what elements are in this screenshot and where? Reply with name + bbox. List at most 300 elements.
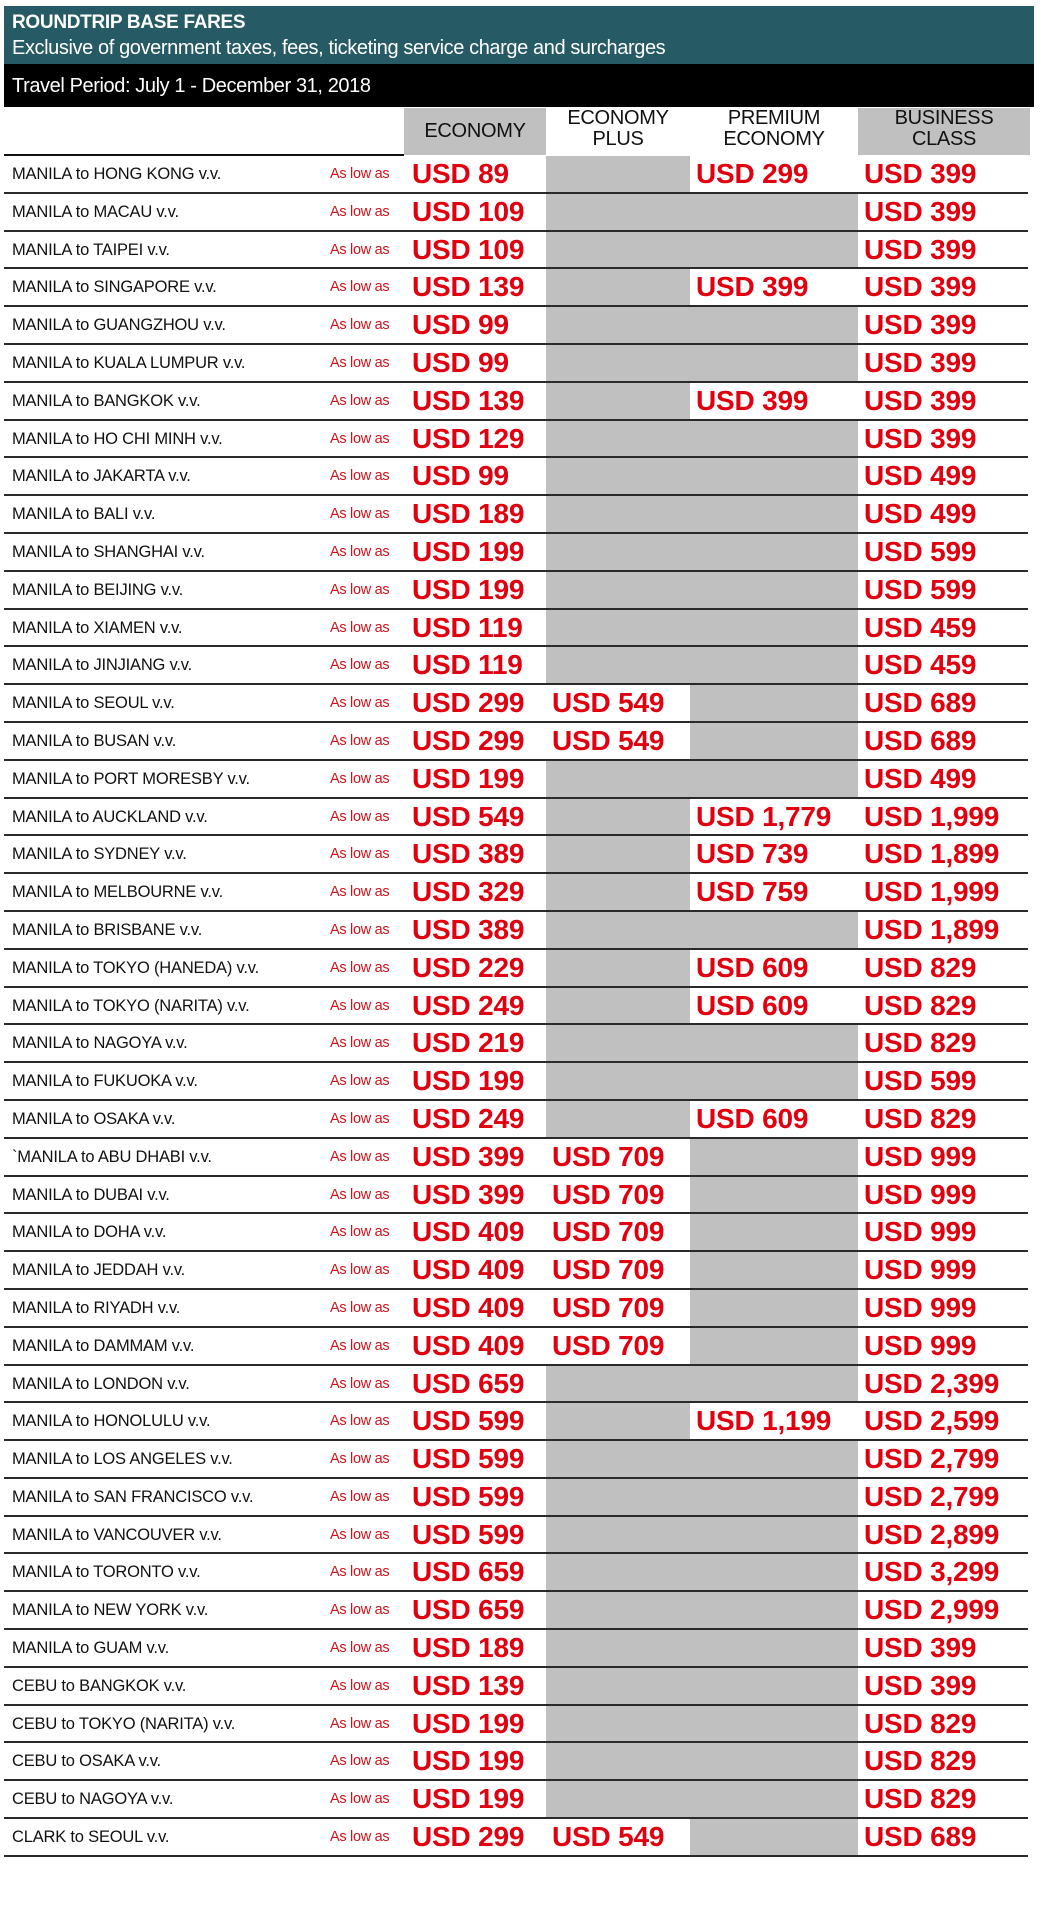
travel-period: Travel Period: July 1 - December 31, 2018: [12, 75, 371, 97]
table-row: [0, 1025, 1042, 1063]
route-name: MANILA to JINJIANG v.v.: [12, 656, 192, 675]
table-row: [0, 1177, 1042, 1215]
route-name: MANILA to LOS ANGELES v.v.: [12, 1450, 233, 1469]
premium-economy-fare-unavailable: [690, 1819, 858, 1855]
table-row: [0, 458, 1042, 496]
economy-plus-fare-unavailable: [546, 874, 690, 910]
economy-plus-fare-unavailable: [546, 836, 690, 872]
route-name: CEBU to TOKYO (NARITA) v.v.: [12, 1714, 236, 1733]
table-row: [0, 156, 1042, 194]
economy-plus-fare-unavailable: [546, 912, 690, 948]
economy-plus-fare-unavailable: [546, 232, 690, 268]
route-name: CEBU to BANGKOK v.v.: [12, 1676, 187, 1695]
route-name: MANILA to BALI v.v.: [12, 505, 156, 524]
route-name: MANILA to MACAU v.v.: [12, 202, 179, 221]
table-row: [0, 1668, 1042, 1706]
as-low-as-label: As low as: [330, 1337, 390, 1354]
table-row: [0, 1630, 1042, 1668]
business-fare: USD 499: [864, 460, 977, 492]
economy-fare: USD 99: [412, 309, 509, 341]
table-row: [0, 307, 1042, 345]
route-name: MANILA to JAKARTA v.v.: [12, 467, 191, 486]
as-low-as-label: As low as: [330, 581, 390, 598]
premium-economy-fare-unavailable: [690, 534, 858, 570]
as-low-as-label: As low as: [330, 732, 390, 749]
as-low-as-label: As low as: [330, 543, 390, 560]
route-name: MANILA to HO CHI MINH v.v.: [12, 429, 223, 448]
as-low-as-label: As low as: [330, 1602, 390, 1619]
economy-plus-fare-unavailable: [546, 799, 690, 835]
economy-fare: USD 549: [412, 800, 525, 832]
premium-economy-fare-unavailable: [690, 1592, 858, 1628]
business-fare: USD 1,899: [864, 838, 1000, 870]
route-name: CLARK to SEOUL v.v.: [12, 1828, 170, 1847]
business-fare: USD 499: [864, 762, 977, 794]
premium-economy-fare-unavailable: [690, 1139, 858, 1175]
economy-plus-fare: USD 549: [552, 724, 665, 756]
route-name: MANILA to BUSAN v.v.: [12, 731, 177, 750]
economy-plus-fare-unavailable: [546, 269, 690, 305]
business-fare: USD 459: [864, 649, 977, 681]
economy-fare: USD 399: [412, 1140, 525, 1172]
economy-fare: USD 99: [412, 346, 509, 378]
as-low-as-label: As low as: [330, 1073, 390, 1090]
as-low-as-label: As low as: [330, 1186, 390, 1203]
business-fare: USD 2,399: [864, 1367, 1000, 1399]
economy-fare: USD 109: [412, 195, 525, 227]
economy-plus-fare-unavailable: [546, 1025, 690, 1061]
route-name: MANILA to BRISBANE v.v.: [12, 920, 203, 939]
table-row: [0, 1592, 1042, 1630]
table-row: [0, 1214, 1042, 1252]
page-title: ROUNDTRIP BASE FARES: [12, 12, 246, 33]
economy-fare: USD 199: [412, 1783, 525, 1815]
economy-fare: USD 329: [412, 876, 525, 908]
economy-plus-fare-unavailable: [546, 950, 690, 986]
column-header-business: [858, 108, 1030, 155]
premium-economy-fare: USD 1,779: [696, 800, 832, 832]
economy-fare: USD 99: [412, 460, 509, 492]
economy-plus-fare: USD 709: [552, 1140, 665, 1172]
business-fare: USD 999: [864, 1216, 977, 1248]
route-name: MANILA to SAN FRANCISCO v.v.: [12, 1487, 254, 1506]
route-name: MANILA to BANGKOK v.v.: [12, 391, 201, 410]
business-fare: USD 829: [864, 1027, 977, 1059]
economy-fare: USD 139: [412, 384, 525, 416]
economy-fare: USD 199: [412, 1707, 525, 1739]
economy-plus-fare-unavailable: [546, 610, 690, 646]
premium-economy-fare: USD 399: [696, 271, 809, 303]
column-header-economy-label: ECONOMY: [424, 120, 526, 142]
business-fare: USD 399: [864, 1669, 977, 1701]
as-low-as-label: As low as: [330, 1110, 390, 1127]
economy-fare: USD 249: [412, 1102, 525, 1134]
column-header-business-line1: BUSINESS: [894, 107, 994, 129]
economy-fare: USD 409: [412, 1291, 525, 1323]
route-name: MANILA to HONG KONG v.v.: [12, 165, 222, 183]
as-low-as-label: As low as: [330, 695, 390, 712]
column-header-economy-plus: [546, 108, 690, 155]
economy-fare: USD 119: [412, 611, 523, 643]
table-row: [0, 610, 1042, 648]
economy-plus-fare-unavailable: [546, 1366, 690, 1402]
premium-economy-fare-unavailable: [690, 1668, 858, 1704]
economy-fare: USD 389: [412, 838, 525, 870]
business-fare: USD 399: [864, 422, 977, 454]
economy-plus-fare-unavailable: [546, 534, 690, 570]
economy-fare: USD 399: [412, 1178, 525, 1210]
business-fare: USD 599: [864, 1065, 977, 1097]
business-fare: USD 459: [864, 611, 977, 643]
premium-economy-fare-unavailable: [690, 761, 858, 797]
economy-plus-fare-unavailable: [546, 988, 690, 1024]
business-fare: USD 689: [864, 687, 977, 719]
route-name: MANILA to HONOLULU v.v.: [12, 1412, 211, 1431]
route-name: MANILA to VANCOUVER v.v.: [12, 1525, 222, 1544]
premium-economy-fare-unavailable: [690, 1328, 858, 1364]
economy-fare: USD 409: [412, 1329, 525, 1361]
as-low-as-label: As low as: [330, 468, 390, 485]
as-low-as-label: As low as: [330, 1224, 390, 1241]
premium-economy-fare-unavailable: [690, 194, 858, 230]
column-header-economy-plus-line2: PLUS: [592, 128, 644, 150]
economy-fare: USD 199: [412, 535, 525, 567]
route-name: MANILA to DAMMAM v.v.: [12, 1336, 195, 1355]
business-fare: USD 499: [864, 498, 977, 530]
column-header-economy: [404, 108, 546, 155]
economy-fare: USD 109: [412, 233, 525, 265]
business-fare: USD 689: [864, 1821, 977, 1853]
as-low-as-label: As low as: [330, 808, 390, 825]
as-low-as-label: As low as: [330, 959, 390, 976]
table-row: [0, 496, 1042, 534]
table-row: [0, 874, 1042, 912]
route-name: MANILA to SYDNEY v.v.: [12, 845, 187, 864]
business-fare: USD 2,799: [864, 1480, 1000, 1512]
as-low-as-label: As low as: [330, 884, 390, 901]
business-fare: USD 399: [864, 158, 977, 189]
route-name: MANILA to MELBOURNE v.v.: [12, 883, 223, 902]
premium-economy-fare: USD 739: [696, 838, 809, 870]
table-row: [0, 572, 1042, 610]
economy-fare: USD 139: [412, 1669, 525, 1701]
route-name: MANILA to AUCKLAND v.v.: [12, 807, 208, 826]
premium-economy-fare: USD 609: [696, 1102, 809, 1134]
economy-plus-fare-unavailable: [546, 156, 690, 192]
premium-economy-fare-unavailable: [690, 458, 858, 494]
business-fare: USD 689: [864, 724, 977, 756]
economy-fare: USD 249: [412, 989, 525, 1021]
business-fare: USD 399: [864, 233, 977, 265]
as-low-as-label: As low as: [330, 846, 390, 863]
table-row: [0, 1706, 1042, 1744]
economy-fare: USD 599: [412, 1405, 525, 1437]
as-low-as-label: As low as: [330, 506, 390, 523]
business-fare: USD 999: [864, 1254, 977, 1286]
route-name: MANILA to SHANGHAI v.v.: [12, 542, 205, 561]
economy-fare: USD 659: [412, 1594, 525, 1626]
column-header-business-line2: CLASS: [911, 128, 977, 150]
table-row: [0, 1366, 1042, 1404]
table-row: [0, 269, 1042, 307]
as-low-as-label: As low as: [330, 1564, 390, 1581]
economy-plus-fare-unavailable: [546, 1479, 690, 1515]
table-row: [0, 1290, 1042, 1328]
business-fare: USD 2,799: [864, 1443, 1000, 1475]
table-row: [0, 1328, 1042, 1366]
premium-economy-fare-unavailable: [690, 1025, 858, 1061]
table-row: [0, 723, 1042, 761]
table-row: [0, 950, 1042, 988]
premium-economy-fare: USD 1,199: [696, 1405, 832, 1437]
economy-fare: USD 599: [412, 1480, 525, 1512]
economy-plus-fare: USD 709: [552, 1329, 665, 1361]
economy-plus-fare: USD 709: [552, 1216, 665, 1248]
as-low-as-label: As low as: [330, 1488, 390, 1505]
column-header-premium-line1: PREMIUM: [727, 107, 821, 129]
business-fare: USD 2,599: [864, 1405, 1000, 1437]
economy-plus-fare-unavailable: [546, 1743, 690, 1779]
route-name: MANILA to BEIJING v.v.: [12, 580, 184, 599]
as-low-as-label: As low as: [330, 619, 390, 636]
business-fare: USD 2,899: [864, 1518, 1000, 1550]
as-low-as-label: As low as: [330, 1262, 390, 1279]
premium-economy-fare-unavailable: [690, 1214, 858, 1250]
table-row: [0, 799, 1042, 837]
economy-fare: USD 299: [412, 1821, 525, 1853]
economy-plus-fare: USD 549: [552, 687, 665, 719]
route-name: MANILA to KUALA LUMPUR v.v.: [12, 353, 246, 372]
route-name: MANILA to NAGOYA v.v.: [12, 1034, 188, 1053]
business-fare: USD 829: [864, 1783, 977, 1815]
business-fare: USD 1,999: [864, 800, 1000, 832]
economy-plus-fare-unavailable: [546, 647, 690, 683]
premium-economy-fare-unavailable: [690, 1290, 858, 1326]
economy-plus-fare: USD 709: [552, 1254, 665, 1286]
as-low-as-label: As low as: [330, 392, 390, 409]
premium-economy-fare: USD 399: [696, 384, 809, 416]
premium-economy-fare-unavailable: [690, 1479, 858, 1515]
as-low-as-label: As low as: [330, 1451, 390, 1468]
as-low-as-label: As low as: [330, 354, 390, 371]
premium-economy-fare-unavailable: [690, 685, 858, 721]
premium-economy-fare-unavailable: [690, 1630, 858, 1666]
business-fare: USD 829: [864, 1102, 977, 1134]
premium-economy-fare-unavailable: [690, 572, 858, 608]
business-fare: USD 399: [864, 271, 977, 303]
table-row: [0, 836, 1042, 874]
business-fare: USD 599: [864, 535, 977, 567]
premium-economy-fare-unavailable: [690, 1743, 858, 1779]
economy-fare: USD 659: [412, 1556, 525, 1588]
as-low-as-label: As low as: [330, 1829, 390, 1846]
business-fare: USD 1,899: [864, 913, 1000, 945]
table-row: [0, 534, 1042, 572]
route-name: MANILA to TOKYO (HANEDA) v.v.: [12, 958, 259, 977]
business-fare: USD 399: [864, 195, 977, 227]
premium-economy-fare-unavailable: [690, 1554, 858, 1590]
premium-economy-fare: USD 609: [696, 989, 809, 1021]
business-fare: USD 399: [864, 309, 977, 341]
economy-plus-fare-unavailable: [546, 458, 690, 494]
route-name: CEBU to OSAKA v.v.: [12, 1752, 161, 1771]
premium-economy-fare-unavailable: [690, 345, 858, 381]
table-row: [0, 1063, 1042, 1101]
economy-plus-fare-unavailable: [546, 1592, 690, 1628]
table-row: [0, 1517, 1042, 1555]
as-low-as-label: As low as: [330, 279, 390, 296]
economy-plus-fare-unavailable: [546, 1101, 690, 1137]
business-fare: USD 399: [864, 1632, 977, 1664]
route-name: MANILA to TOKYO (NARITA) v.v.: [12, 996, 250, 1015]
economy-fare: USD 229: [412, 951, 525, 983]
economy-fare: USD 189: [412, 1632, 525, 1664]
column-header-premium-line2: ECONOMY: [723, 128, 825, 150]
table-row: [0, 685, 1042, 723]
table-row: [0, 1139, 1042, 1177]
premium-economy-fare-unavailable: [690, 496, 858, 532]
route-name: MANILA to FUKUOKA v.v.: [12, 1072, 198, 1091]
route-name: MANILA to RIYADH v.v.: [12, 1298, 181, 1317]
economy-plus-fare-unavailable: [546, 1668, 690, 1704]
premium-economy-fare-unavailable: [690, 1177, 858, 1213]
route-name: MANILA to OSAKA v.v.: [12, 1109, 176, 1128]
table-row: [0, 1441, 1042, 1479]
premium-economy-fare-unavailable: [690, 307, 858, 343]
fares-banner: [4, 6, 1034, 64]
table-row: [0, 761, 1042, 799]
as-low-as-label: As low as: [330, 1677, 390, 1694]
economy-plus-fare: USD 549: [552, 1821, 665, 1853]
premium-economy-fare-unavailable: [690, 1366, 858, 1402]
economy-plus-fare-unavailable: [546, 572, 690, 608]
premium-economy-fare-unavailable: [690, 1517, 858, 1553]
route-name: MANILA to JEDDAH v.v.: [12, 1261, 186, 1280]
economy-fare: USD 199: [412, 1065, 525, 1097]
business-fare: USD 829: [864, 1745, 977, 1777]
table-row: [0, 647, 1042, 685]
economy-plus-fare-unavailable: [546, 496, 690, 532]
economy-plus-fare-unavailable: [546, 1517, 690, 1553]
business-fare: USD 599: [864, 573, 977, 605]
as-low-as-label: As low as: [330, 1413, 390, 1430]
as-low-as-label: As low as: [330, 1640, 390, 1657]
economy-plus-fare-unavailable: [546, 761, 690, 797]
as-low-as-label: As low as: [330, 1791, 390, 1808]
economy-fare: USD 199: [412, 1745, 525, 1777]
table-row: [0, 383, 1042, 421]
premium-economy-fare-unavailable: [690, 421, 858, 457]
route-name: MANILA to SEOUL v.v.: [12, 694, 175, 713]
table-row: [0, 988, 1042, 1026]
table-row: [0, 1252, 1042, 1290]
economy-plus-fare-unavailable: [546, 345, 690, 381]
economy-plus-fare: USD 709: [552, 1291, 665, 1323]
table-row: [0, 1403, 1042, 1441]
as-low-as-label: As low as: [330, 430, 390, 447]
premium-economy-fare-unavailable: [690, 232, 858, 268]
travel-period-bar: [4, 64, 1034, 107]
as-low-as-label: As low as: [330, 1753, 390, 1770]
economy-fare: USD 299: [412, 724, 525, 756]
column-header-economy-plus-line1: ECONOMY: [567, 107, 669, 129]
business-fare: USD 3,299: [864, 1556, 1000, 1588]
table-row: [0, 345, 1042, 383]
route-name: MANILA to XIAMEN v.v.: [12, 618, 183, 637]
economy-fare: USD 659: [412, 1367, 525, 1399]
page-subtitle: Exclusive of government taxes, fees, ticketing service charge and surcharges: [12, 37, 666, 59]
economy-plus-fare-unavailable: [546, 1706, 690, 1742]
business-fare: USD 829: [864, 1707, 977, 1739]
table-row: [0, 1819, 1042, 1857]
route-name: MANILA to SINGAPORE v.v.: [12, 278, 217, 297]
premium-economy-fare-unavailable: [690, 1706, 858, 1742]
as-low-as-label: As low as: [330, 241, 390, 258]
economy-fare: USD 219: [412, 1027, 525, 1059]
economy-fare: USD 299: [412, 687, 525, 719]
route-name: MANILA to TAIPEI v.v.: [12, 240, 170, 259]
economy-plus-fare: USD 709: [552, 1178, 665, 1210]
column-header-premium-economy: [690, 108, 858, 155]
business-fare: USD 999: [864, 1178, 977, 1210]
premium-economy-fare-unavailable: [690, 1441, 858, 1477]
as-low-as-label: As low as: [330, 1375, 390, 1392]
economy-fare: USD 129: [412, 422, 525, 454]
premium-economy-fare-unavailable: [690, 1252, 858, 1288]
table-row: [0, 232, 1042, 270]
route-name: MANILA to TORONTO v.v.: [12, 1563, 201, 1582]
route-name: MANILA to PORT MORESBY v.v.: [12, 769, 250, 788]
as-low-as-label: As low as: [330, 921, 390, 938]
route-name: CEBU to NAGOYA v.v.: [12, 1790, 174, 1809]
row-divider: [4, 1855, 1028, 1857]
business-fare: USD 2,999: [864, 1594, 1000, 1626]
economy-plus-fare-unavailable: [546, 194, 690, 230]
table-row: [0, 421, 1042, 459]
table-row: [0, 912, 1042, 950]
as-low-as-label: As low as: [330, 203, 390, 220]
business-fare: USD 829: [864, 989, 977, 1021]
economy-fare: USD 139: [412, 271, 525, 303]
business-fare: USD 399: [864, 346, 977, 378]
business-fare: USD 999: [864, 1291, 977, 1323]
table-row: [0, 194, 1042, 232]
premium-economy-fare: USD 299: [696, 158, 809, 189]
as-low-as-label: As low as: [330, 166, 390, 182]
economy-plus-fare-unavailable: [546, 1403, 690, 1439]
economy-fare: USD 199: [412, 762, 525, 794]
economy-plus-fare-unavailable: [546, 1630, 690, 1666]
route-name: MANILA to NEW YORK v.v.: [12, 1601, 209, 1620]
premium-economy-fare: USD 609: [696, 951, 809, 983]
route-name: MANILA to LONDON v.v.: [12, 1374, 190, 1393]
economy-fare: USD 199: [412, 573, 525, 605]
route-name: MANILA to DOHA v.v.: [12, 1223, 167, 1242]
route-name: `MANILA to ABU DHABI v.v.: [12, 1147, 212, 1166]
business-fare: USD 999: [864, 1140, 977, 1172]
as-low-as-label: As low as: [330, 1715, 390, 1732]
economy-plus-fare-unavailable: [546, 383, 690, 419]
economy-fare: USD 599: [412, 1443, 525, 1475]
business-fare: USD 399: [864, 384, 977, 416]
business-fare: USD 829: [864, 951, 977, 983]
business-fare: USD 999: [864, 1329, 977, 1361]
premium-economy-fare-unavailable: [690, 912, 858, 948]
premium-economy-fare-unavailable: [690, 1781, 858, 1817]
economy-fare: USD 599: [412, 1518, 525, 1550]
as-low-as-label: As low as: [330, 317, 390, 334]
as-low-as-label: As low as: [330, 997, 390, 1014]
